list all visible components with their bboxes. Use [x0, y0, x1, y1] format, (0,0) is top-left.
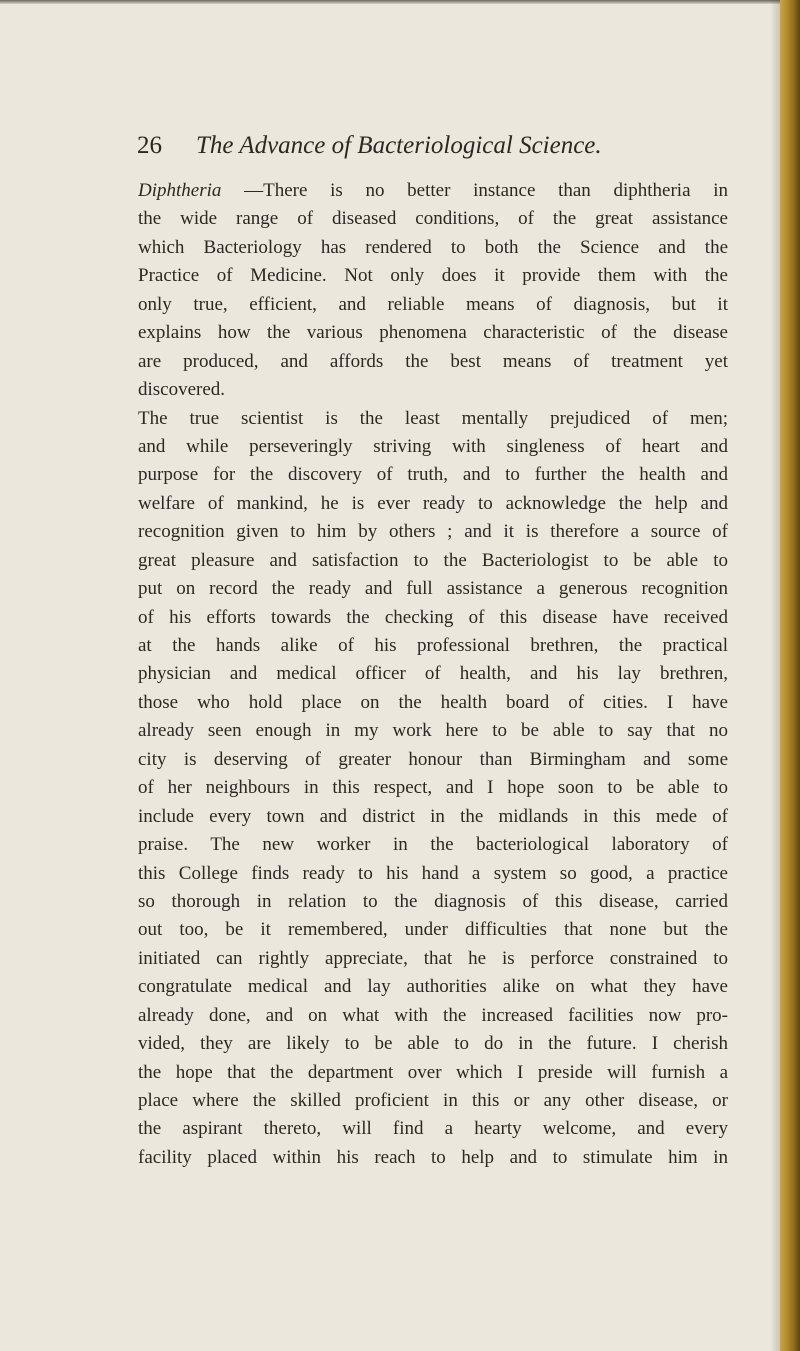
text-line: welfare of mankind, he is ever ready to acknowledge the help and — [138, 492, 728, 514]
page-top-edge — [0, 0, 800, 4]
body-text — [138, 177, 728, 1172]
running-title: The Advance of Bacteriological Science. — [196, 132, 602, 159]
text-line: physician and medical officer of health, and his lay brethren, — [138, 663, 728, 685]
text-line: purpose for the discovery of truth, and to further the health and — [138, 464, 728, 486]
text-line: explains how the various phenomena characteristic of the disease — [138, 322, 728, 344]
text-line: out too, be it remembered, under difficulties that none but the — [138, 919, 728, 941]
text-line — [138, 177, 728, 205]
text-line: are produced, and affords the best means of treatment yet — [138, 350, 728, 372]
text-line: already seen enough in my work here to be able to say that no — [138, 720, 728, 742]
book-spine-edge — [780, 0, 800, 1351]
text-line: at the hands alike of his professional brethren, the practical — [138, 635, 728, 656]
text-line: put on record the ready and full assistance a generous recognition — [138, 578, 728, 600]
page-number: 26 — [137, 132, 162, 159]
text-line: the wide range of diseased conditions, of the great assistance — [138, 208, 728, 230]
text-line: the hope that the department over which I preside will furnish a — [138, 1061, 728, 1083]
text-line: this College finds ready to his hand a system so good, a practice — [138, 862, 728, 884]
binding-shadow — [770, 0, 780, 1351]
text-line: and while perseveringly striving with singleness of heart and — [138, 435, 728, 457]
text-line: the aspirant thereto, will find a hearty welcome, and every — [138, 1118, 728, 1140]
text-line: those who hold place on the health board of cities. I have — [138, 691, 728, 713]
text-line: city is deserving of greater honour than Birmingham and some — [138, 748, 728, 770]
text-line: already done, and on what with the increased facilities now pro- — [138, 1004, 728, 1026]
text-line: discovered. — [138, 379, 226, 401]
text-line: so thorough in relation to the diagnosis of this disease, carried — [138, 890, 728, 912]
text-line: great pleasure and satisfaction to the Bacteriologist to be able to — [138, 549, 728, 571]
page-header — [137, 128, 737, 164]
text-line: praise. The new worker in the bacteriological laboratory of — [138, 834, 728, 856]
section-lead-rest: —There is no better instance than diphtheria in — [244, 180, 728, 201]
text-line: Practice of Medicine. Not only does it provide them with the — [138, 265, 728, 287]
text-line: only true, efficient, and reliable means of diagnosis, but it — [138, 293, 728, 315]
text-line: facility placed within his reach to help and to stimulate him in — [138, 1146, 728, 1168]
text-line: of her neighbours in this respect, and I hope soon to be able to — [138, 777, 728, 799]
text-line: congratulate medical and lay authorities alike on what they have — [138, 976, 728, 998]
text-line: which Bacteriology has rendered to both the Science and the — [138, 236, 728, 258]
text-line: place where the skilled proficient in this or any other disease, or — [138, 1090, 728, 1111]
section-lead-word: Diphtheria — [138, 180, 222, 201]
text-line: initiated can rightly appreciate, that he is perforce constrained to — [138, 947, 728, 969]
text-line: vided, they are likely to be able to do in the future. I cherish — [138, 1033, 728, 1055]
text-line: The true scientist is the least mentally prejudiced of men; — [138, 407, 728, 429]
text-line: include every town and district in the midlands in this mede of — [138, 805, 728, 827]
text-line: recognition given to him by others ; and it is therefore a source of — [138, 521, 728, 543]
text-line: of his efforts towards the checking of this disease have received — [138, 606, 728, 628]
